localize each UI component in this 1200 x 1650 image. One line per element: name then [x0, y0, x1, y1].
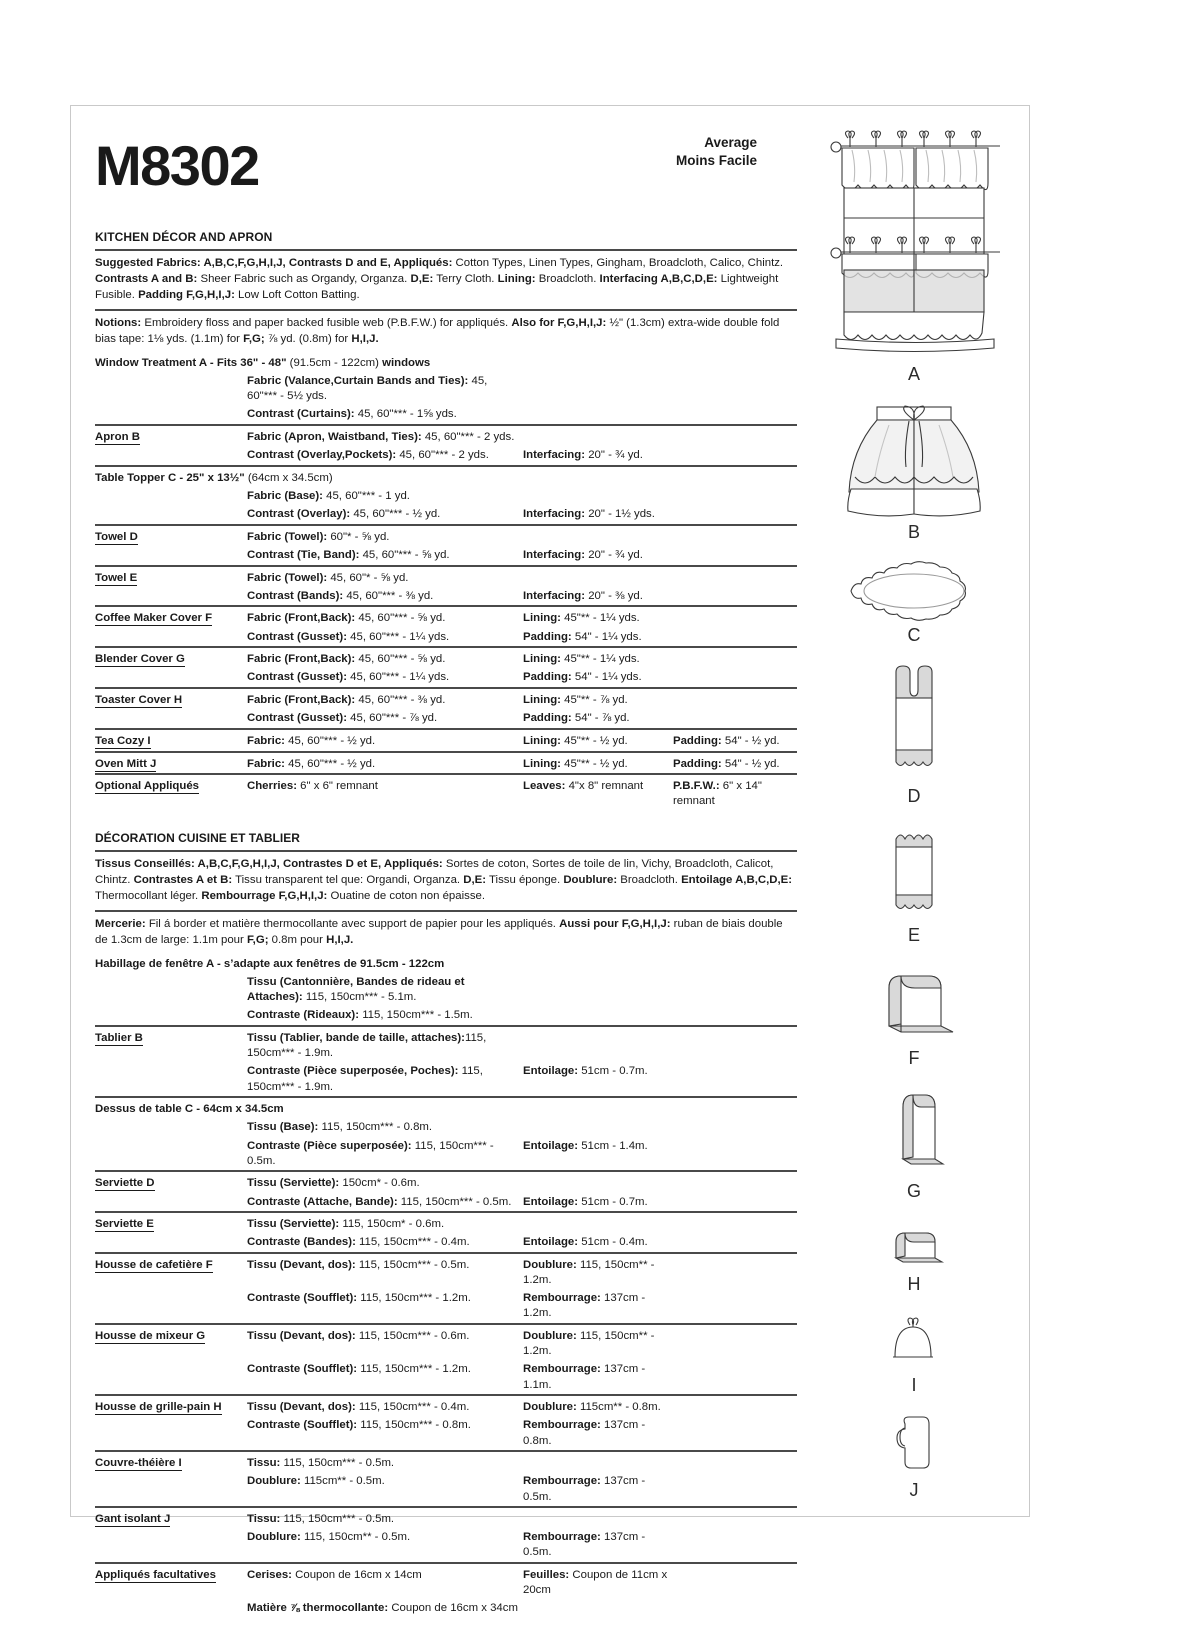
cell-secondary: Entoilage: 51cm - 0.4m.: [523, 1236, 648, 1249]
cell-fabric: Fabric (Front,Back): 45, 60"*** - ⅝ yd.: [247, 606, 523, 628]
cell-fabric: Contrast (Overlay,Pockets): 45, 60"*** - 2 yds.: [247, 449, 489, 462]
notions-en: [95, 311, 797, 352]
cell-secondary: Interfacing: 20" - 1½ yds.: [523, 508, 655, 521]
row-header-fr-2: Dessus de table C - 64cm x 34.5cm: [95, 1097, 797, 1119]
section-spacer: [95, 811, 797, 827]
table-row: [95, 1473, 797, 1507]
table-row: [95, 1324, 797, 1361]
row-label-en-5: Coffee Maker Cover F: [95, 606, 247, 628]
table-row: [95, 406, 797, 425]
suggested-fabrics-en: [95, 251, 797, 309]
cell-secondary: [523, 373, 673, 406]
cell-tertiary: [673, 1193, 797, 1212]
table-row: [95, 1253, 797, 1290]
row-label-en-4: [95, 587, 247, 606]
interfacing-text-fr: Thermocollant léger.: [95, 890, 202, 903]
cell-fabric: Fabric (Base): 45, 60"*** - 1 yd.: [247, 490, 410, 503]
cell-secondary: Padding: 54" - 1¼ yds.: [523, 671, 642, 684]
cell-secondary: [523, 1007, 673, 1026]
cell-tertiary: [673, 1119, 797, 1137]
notions-fr: [95, 912, 797, 953]
figure-letter-f: F: [908, 1048, 920, 1068]
notions-also-text-en: ½" (1.3cm) extra-wide double fold bias tape: 1⅛ yds. (1.1m) for: [95, 316, 780, 345]
table-row: [95, 1193, 797, 1212]
notions-also-text-fr: ruban de biais double de 1.3cm de large: 1.1m pour: [95, 917, 783, 946]
cell-tertiary: [673, 1171, 797, 1193]
tea-cozy-figure: [809, 1313, 1019, 1371]
notions-also-label-fr: Aussi pour F,G,H,I,J:: [559, 917, 671, 930]
cell-fabric: Tissu (Serviette): 115, 150cm* - 0.6m.: [247, 1212, 523, 1234]
cell-tertiary: P.B.F.W.: 6" x 14" remnant: [673, 774, 797, 811]
table-row: [95, 1395, 797, 1417]
cell-secondary: Interfacing: 20" - ¾ yd.: [523, 449, 643, 462]
towel-d-figure: [809, 664, 1019, 782]
cell-tertiary: [673, 1007, 797, 1026]
notions-fg-fr: F,G;: [246, 933, 269, 946]
notions-label-fr: Mercerie:: [95, 917, 146, 930]
de-label-fr: D,E:: [463, 874, 487, 887]
cell-tertiary: [673, 566, 797, 588]
cell-fabric: Contrast (Gusset): 45, 60"*** - 1¼ yds.: [247, 630, 450, 643]
figure-letter-g: G: [906, 1181, 921, 1201]
cell-tertiary: [673, 628, 797, 647]
table-row: [95, 525, 797, 547]
lining-text-en: Broadcloth.: [535, 273, 600, 286]
row-header-en-2: Table Topper C - 25" x 13½" (64cm x 34.5cm): [95, 466, 797, 488]
notions-text-en: Embroidery floss and paper backed fusible web (P.B.F.W.) for appliqués.: [141, 316, 512, 329]
cell-tertiary: [673, 1361, 797, 1395]
cell-fabric: Fabric: 45, 60"*** - ½ yd.: [247, 729, 523, 752]
lining-label-fr: Doublure:: [563, 874, 618, 887]
figure-letter-j: J: [909, 1480, 919, 1500]
difficulty-fr: Moins Facile: [675, 153, 757, 169]
requirements-table-en: [95, 352, 797, 811]
suggested-fabrics-text-fr: Sortes de coton, Sortes de toile de lin, Vichy, Broadcloth, Calicot, Chintz.: [95, 858, 774, 887]
table-row: [95, 669, 797, 688]
cell-secondary: Lining: 45"** - ⅞ yd.: [523, 688, 673, 710]
table-row: [95, 710, 797, 729]
cell-fabric: Fabric (Front,Back): 45, 60"*** - ⅝ yd.: [247, 647, 523, 669]
table-row: [95, 1451, 797, 1473]
cell-fabric: Tissu (Base): 115, 150cm*** - 0.8m.: [247, 1121, 433, 1134]
figure-letter-a: A: [907, 364, 920, 384]
figure-letter-e: E: [907, 925, 920, 945]
table-row: [95, 729, 797, 752]
cell-secondary: Feuilles: Coupon de 11cm x 20cm: [523, 1563, 673, 1600]
cell-fabric: Tissu: 115, 150cm*** - 0.5m.: [247, 1451, 523, 1473]
cell-fabric: Tissu (Serviette): 150cm* - 0.6m.: [247, 1171, 523, 1193]
cell-fabric: Tissu (Cantonnière, Bandes de rideau et Attaches): 115, 150cm*** - 5.1m.: [247, 976, 465, 1004]
suggested-fabrics-text-en: Cotton Types, Linen Types, Gingham, Broadcloth, Calico, Chintz.: [452, 257, 784, 269]
row-label-fr-10: [95, 1600, 247, 1618]
row-label-en-1: Apron B: [95, 425, 247, 447]
cell-secondary: Doublure: 115cm** - 0.8m.: [523, 1395, 673, 1417]
row-label-fr-3: [95, 1193, 247, 1212]
cell-fabric: Fabric (Towel): 60"* - ⅝ yd.: [247, 525, 523, 547]
cell-tertiary: [673, 488, 797, 506]
cell-fabric: Contrast (Bands): 45, 60"*** - ⅜ yd.: [247, 589, 434, 602]
cell-secondary: Entoilage: 51cm - 1.4m.: [523, 1139, 648, 1152]
de-label-en: D,E:: [410, 273, 434, 286]
row-label-fr-10: Appliqués facultatives: [95, 1563, 247, 1600]
cell-tertiary: [673, 669, 797, 688]
cell-fabric: Contraste (Pièce superposée, Poches): 115, 150cm*** - 1.9m.: [247, 1065, 483, 1093]
apron-figure: [809, 403, 1019, 518]
requirements-table-fr: [95, 953, 797, 1618]
difficulty-block: [676, 134, 757, 170]
figure-letter-d: D: [907, 786, 921, 806]
cell-tertiary: [673, 373, 797, 406]
table-row: [95, 447, 797, 466]
table-row: [95, 1137, 797, 1171]
padding-text-fr: Ouatine de coton non épaisse.: [327, 890, 486, 903]
cell-fabric: Fabric (Front,Back): 45, 60"*** - ⅜ yd.: [247, 688, 523, 710]
cell-fabric: Contraste (Pièce superposée): 115, 150cm*** - 0.5m.: [247, 1139, 494, 1167]
table-row: [95, 373, 797, 406]
cell-secondary: [523, 566, 673, 588]
table-row: [95, 1600, 797, 1618]
figure-letter-h: H: [907, 1274, 921, 1294]
cell-secondary: Padding: 54" - ⅞ yd.: [523, 712, 630, 725]
row-header-fr-0: Habillage de fenêtre A - s’adapte aux fenêtres de 91.5cm - 122cm: [95, 957, 445, 970]
cell-fabric: Cherries: 6" x 6" remnant: [247, 774, 523, 811]
table-row: [95, 1507, 797, 1529]
notions-label-en: Notions:: [95, 316, 142, 329]
row-label-en-4: Towel E: [95, 566, 247, 588]
cell-tertiary: [673, 1063, 797, 1097]
cell-secondary: Leaves: 4"x 8" remnant: [523, 774, 673, 811]
suggested-fabrics-label-fr: Tissus Conseillés: A,B,C,F,G,H,I,J, Contrastes D et E, Appliqués:: [95, 858, 443, 871]
padding-text-en: Low Loft Cotton Batting.: [234, 289, 360, 302]
row-label-en-1: [95, 447, 247, 466]
row-label-fr-6: Housse de mixeur G: [95, 1324, 247, 1361]
cell-tertiary: [673, 1529, 797, 1563]
cell-tertiary: [673, 1395, 797, 1417]
blender-cover-figure: [809, 1087, 1019, 1177]
cell-tertiary: [673, 647, 797, 669]
contrasts-ab-text-en: Sheer Fabric such as Organdy, Organza.: [197, 273, 411, 286]
cell-secondary: [523, 1119, 673, 1137]
cell-fabric: Contraste (Attache, Bande): 115, 150cm*** - 0.5m.: [247, 1195, 512, 1208]
cell-tertiary: [673, 1290, 797, 1324]
table-row: [95, 647, 797, 669]
cell-tertiary: Padding: 54" - ½ yd.: [673, 729, 797, 752]
cell-tertiary: [673, 1026, 797, 1063]
cell-secondary: [523, 1507, 673, 1529]
cell-secondary: Entoilage: 51cm - 0.7m.: [523, 1065, 648, 1078]
padding-label-fr: Rembourrage F,G,H,I,J:: [201, 890, 328, 903]
notions-fg-en: F,G;: [243, 332, 265, 345]
cell-tertiary: [673, 447, 797, 466]
illustration-column: [809, 130, 1019, 1519]
cell-secondary: [523, 1600, 673, 1618]
cell-fabric: Contraste (Bandes): 115, 150cm*** - 0.4m.: [247, 1236, 470, 1249]
category-title-fr: DÉCORATION CUISINE ET TABLIER: [95, 831, 300, 846]
table-row: [95, 1097, 797, 1119]
notions-hij-en: H,I,J.: [351, 332, 379, 345]
figure-letter-i: I: [911, 1375, 917, 1395]
cell-fabric: Fabric (Valance,Curtain Bands and Ties): 45, 60"*** - 5½ yds.: [247, 375, 488, 403]
row-label-fr-9: Gant isolant J: [95, 1507, 247, 1529]
cell-secondary: [523, 525, 673, 547]
cell-fabric: Fabric (Apron, Waistband, Ties): 45, 60"*** - 2 yds.: [247, 425, 523, 447]
contrasts-ab-text-fr: Tissu transparent tel que: Organdi, Organza.: [232, 874, 464, 887]
cell-tertiary: [673, 1451, 797, 1473]
table-row: [95, 1171, 797, 1193]
table-row: [95, 1290, 797, 1324]
cell-secondary: [523, 1451, 673, 1473]
cell-fabric: Contrast (Gusset): 45, 60"*** - ⅞ yd.: [247, 712, 438, 725]
cell-secondary: [523, 425, 673, 447]
cell-tertiary: [673, 710, 797, 729]
row-label-en-8: Tea Cozy I: [95, 729, 247, 752]
cell-secondary: Interfacing: 20" - ¾ yd.: [523, 549, 643, 561]
cell-fabric: Fabric (Towel): 45, 60"* - ⅝ yd.: [247, 566, 523, 588]
cell-secondary: Lining: 45"** - 1¼ yds.: [523, 606, 673, 628]
cell-fabric: Contrast (Gusset): 45, 60"*** - 1¼ yds.: [247, 671, 450, 684]
cell-tertiary: [673, 425, 797, 447]
table-row: [95, 1361, 797, 1395]
table-row: [95, 1119, 797, 1137]
cell-tertiary: [673, 1473, 797, 1507]
cell-tertiary: [673, 1563, 797, 1600]
row-label-fr-7: [95, 1417, 247, 1451]
difficulty-en: Average: [704, 135, 757, 150]
row-label-fr-8: [95, 1473, 247, 1507]
suggested-fabrics-fr: [95, 852, 797, 910]
cell-secondary: Rembourrage: 137cm - 0.5m.: [523, 1531, 646, 1559]
notions-mid-fr: 0.8m pour: [268, 933, 327, 946]
cell-tertiary: [673, 1324, 797, 1361]
cell-fabric: Contraste (Soufflet): 115, 150cm*** - 1.2m.: [247, 1363, 471, 1376]
row-label-en-3: [95, 547, 247, 566]
window-treatment-figure: [809, 130, 1019, 360]
table-row: [95, 1234, 797, 1253]
table-row: [95, 774, 797, 811]
cell-secondary: Rembourrage: 137cm - 0.8m.: [523, 1419, 646, 1447]
table-row: [95, 953, 797, 974]
notions-text-fr: Fil á border et matière thermocollante avec support de papier pour les appliqués.: [145, 917, 560, 930]
figure-letter-b: B: [907, 522, 920, 542]
cell-secondary: Rembourrage: 137cm - 1.1m.: [523, 1363, 646, 1391]
cell-fabric: Tissu: 115, 150cm*** - 0.5m.: [247, 1507, 523, 1529]
pattern-envelope-back: [70, 105, 1030, 1615]
contrasts-ab-label-fr: Contrastes A et B:: [133, 874, 233, 887]
row-label-fr-1: Tablier B: [95, 1026, 247, 1063]
cell-secondary: Entoilage: 51cm - 0.7m.: [523, 1195, 648, 1208]
interfacing-label-en: Interfacing A,B,C,D,E:: [599, 273, 718, 286]
table-row: [95, 466, 797, 488]
row-label-en-3: Towel D: [95, 525, 247, 547]
table-row: [95, 1563, 797, 1600]
cell-fabric: Contrast (Tie, Band): 45, 60"*** - ⅝ yd.: [247, 549, 450, 561]
table-row: [95, 1026, 797, 1063]
content-column: [95, 124, 797, 1618]
notions-mid-en: ⅞ yd. (0.8m) for: [264, 332, 352, 345]
category-title-en: KITCHEN DÉCOR AND APRON: [95, 230, 273, 244]
cell-tertiary: [673, 1417, 797, 1451]
cell-fabric: Contraste (Rideaux): 115, 150cm*** - 1.5m.: [247, 1009, 473, 1022]
coffee-maker-cover-figure: [809, 964, 1019, 1044]
cell-tertiary: [673, 688, 797, 710]
cell-fabric: Fabric: 45, 60"*** - ½ yd.: [247, 752, 523, 775]
oven-mitt-figure: [809, 1414, 1019, 1476]
table-row: [95, 688, 797, 710]
cell-fabric: Tissu (Devant, dos): 115, 150cm*** - 0.6m.: [247, 1324, 523, 1361]
cell-tertiary: [673, 506, 797, 525]
row-label-fr-7: Housse de grille-pain H: [95, 1395, 247, 1417]
table-row: [95, 547, 797, 566]
row-label-en-5: [95, 628, 247, 647]
cell-fabric: Contrast (Curtains): 45, 60"*** - 1⅝ yds.: [247, 408, 457, 421]
interfacing-label-fr: Entoilage A,B,C,D,E:: [681, 874, 793, 887]
table-row: [95, 425, 797, 447]
cell-tertiary: [673, 1234, 797, 1253]
cell-tertiary: [673, 547, 797, 566]
cell-tertiary: [673, 606, 797, 628]
towel-e-figure: [809, 825, 1019, 921]
cell-secondary: [523, 1212, 673, 1234]
figure-letter-c: C: [907, 625, 921, 645]
table-row: [95, 352, 797, 373]
cell-secondary: Padding: 54" - 1¼ yds.: [523, 630, 642, 643]
table-row: [95, 488, 797, 506]
cell-secondary: Lining: 45"** - ½ yd.: [523, 729, 673, 752]
row-label-fr-8: Couvre-théière I: [95, 1451, 247, 1473]
table-row: [95, 606, 797, 628]
table-row: [95, 1529, 797, 1563]
cell-secondary: [523, 488, 673, 506]
cell-secondary: [523, 974, 673, 1007]
table-row: [95, 506, 797, 525]
row-label-fr-9: [95, 1529, 247, 1563]
cell-secondary: Rembourrage: 137cm - 0.5m.: [523, 1475, 646, 1503]
table-row: [95, 974, 797, 1007]
lining-label-en: Lining:: [497, 273, 536, 286]
de-text-fr: Tissu éponge.: [486, 874, 564, 887]
cell-tertiary: [673, 1212, 797, 1234]
lining-text-fr: Broadcloth.: [617, 874, 682, 887]
cell-secondary: Doublure: 115, 150cm** - 1.2m.: [523, 1253, 673, 1290]
pattern-number: M8302: [95, 134, 259, 197]
table-row: [95, 1212, 797, 1234]
cell-fabric: Contraste (Soufflet): 115, 150cm*** - 0.8m.: [247, 1419, 471, 1432]
table-topper-figure: [809, 561, 1019, 621]
interfacing-text-en: Lightweight Fusible.: [95, 273, 779, 302]
suggested-fabrics-label-en: Suggested Fabrics: A,B,C,F,G,H,I,J, Contrasts D and E, Appliqués:: [95, 257, 453, 269]
cell-secondary: [523, 1026, 673, 1063]
cell-secondary: Rembourrage: 137cm - 1.2m.: [523, 1292, 646, 1320]
table-row: [95, 628, 797, 647]
cell-secondary: Lining: 45"** - 1¼ yds.: [523, 647, 673, 669]
cell-fabric: Cerises: Coupon de 16cm x 14cm: [247, 1563, 523, 1600]
row-label-fr-6: [95, 1361, 247, 1395]
row-header-en-0: Window Treatment A - Fits 36" - 48" (91.5cm - 122cm) windows: [95, 356, 431, 369]
cell-tertiary: Padding: 54" - ½ yd.: [673, 752, 797, 775]
cell-fabric: Tissu (Tablier, bande de taille, attaches):115, 150cm*** - 1.9m.: [247, 1026, 523, 1063]
notions-hij-fr: H,I,J.: [326, 933, 354, 946]
table-row: [95, 1063, 797, 1097]
row-label-fr-5: [95, 1290, 247, 1324]
cell-tertiary: [673, 974, 797, 1007]
cell-fabric: Contrast (Overlay): 45, 60"*** - ½ yd.: [247, 508, 441, 521]
notions-also-label-en: Also for F,G,H,I,J:: [511, 316, 607, 329]
row-label-fr-4: [95, 1234, 247, 1253]
cell-secondary: Lining: 45"** - ½ yd.: [523, 752, 673, 775]
row-label-en-7: Toaster Cover H: [95, 688, 247, 710]
cell-tertiary: [673, 1507, 797, 1529]
toaster-cover-figure: [809, 1220, 1019, 1270]
cell-tertiary: [673, 1253, 797, 1290]
cell-tertiary: [673, 525, 797, 547]
cell-fabric: Matière ⅞ thermocollante: Coupon de 16cm x 34cm: [247, 1602, 518, 1615]
cell-fabric: Tissu (Devant, dos): 115, 150cm*** - 0.4m.: [247, 1395, 523, 1417]
table-row: [95, 1007, 797, 1026]
cell-fabric: Doublure: 115, 150cm** - 0.5m.: [247, 1531, 411, 1544]
cell-fabric: Tissu (Devant, dos): 115, 150cm*** - 0.5m.: [247, 1253, 523, 1290]
row-label-en-9: Oven Mitt J: [95, 752, 247, 775]
table-row: [95, 587, 797, 606]
table-row: [95, 566, 797, 588]
row-label-fr-1: [95, 1063, 247, 1097]
row-label-fr-3: Serviette D: [95, 1171, 247, 1193]
cell-secondary: [523, 406, 673, 425]
row-label-en-6: [95, 669, 247, 688]
row-label-en-6: Blender Cover G: [95, 647, 247, 669]
cell-tertiary: [673, 1600, 797, 1618]
contrasts-ab-label-en: Contrasts A and B:: [95, 273, 198, 286]
padding-label-en: Padding F,G,H,I,J:: [138, 289, 235, 302]
row-label-en-10: Optional Appliqués: [95, 774, 247, 811]
table-row: [95, 1417, 797, 1451]
cell-fabric: Contraste (Soufflet): 115, 150cm*** - 1.2m.: [247, 1292, 471, 1305]
cell-secondary: Doublure: 115, 150cm** - 1.2m.: [523, 1324, 673, 1361]
cell-tertiary: [673, 587, 797, 606]
cell-tertiary: [673, 406, 797, 425]
cell-fabric: Doublure: 115cm** - 0.5m.: [247, 1475, 385, 1488]
row-label-fr-5: Housse de cafetière F: [95, 1253, 247, 1290]
cell-secondary: [523, 1171, 673, 1193]
row-label-en-7: [95, 710, 247, 729]
cell-tertiary: [673, 1137, 797, 1171]
row-label-fr-4: Serviette E: [95, 1212, 247, 1234]
table-row: [95, 752, 797, 775]
de-text-en: Terry Cloth.: [433, 273, 498, 286]
cell-secondary: Interfacing: 20" - ⅜ yd.: [523, 589, 643, 602]
